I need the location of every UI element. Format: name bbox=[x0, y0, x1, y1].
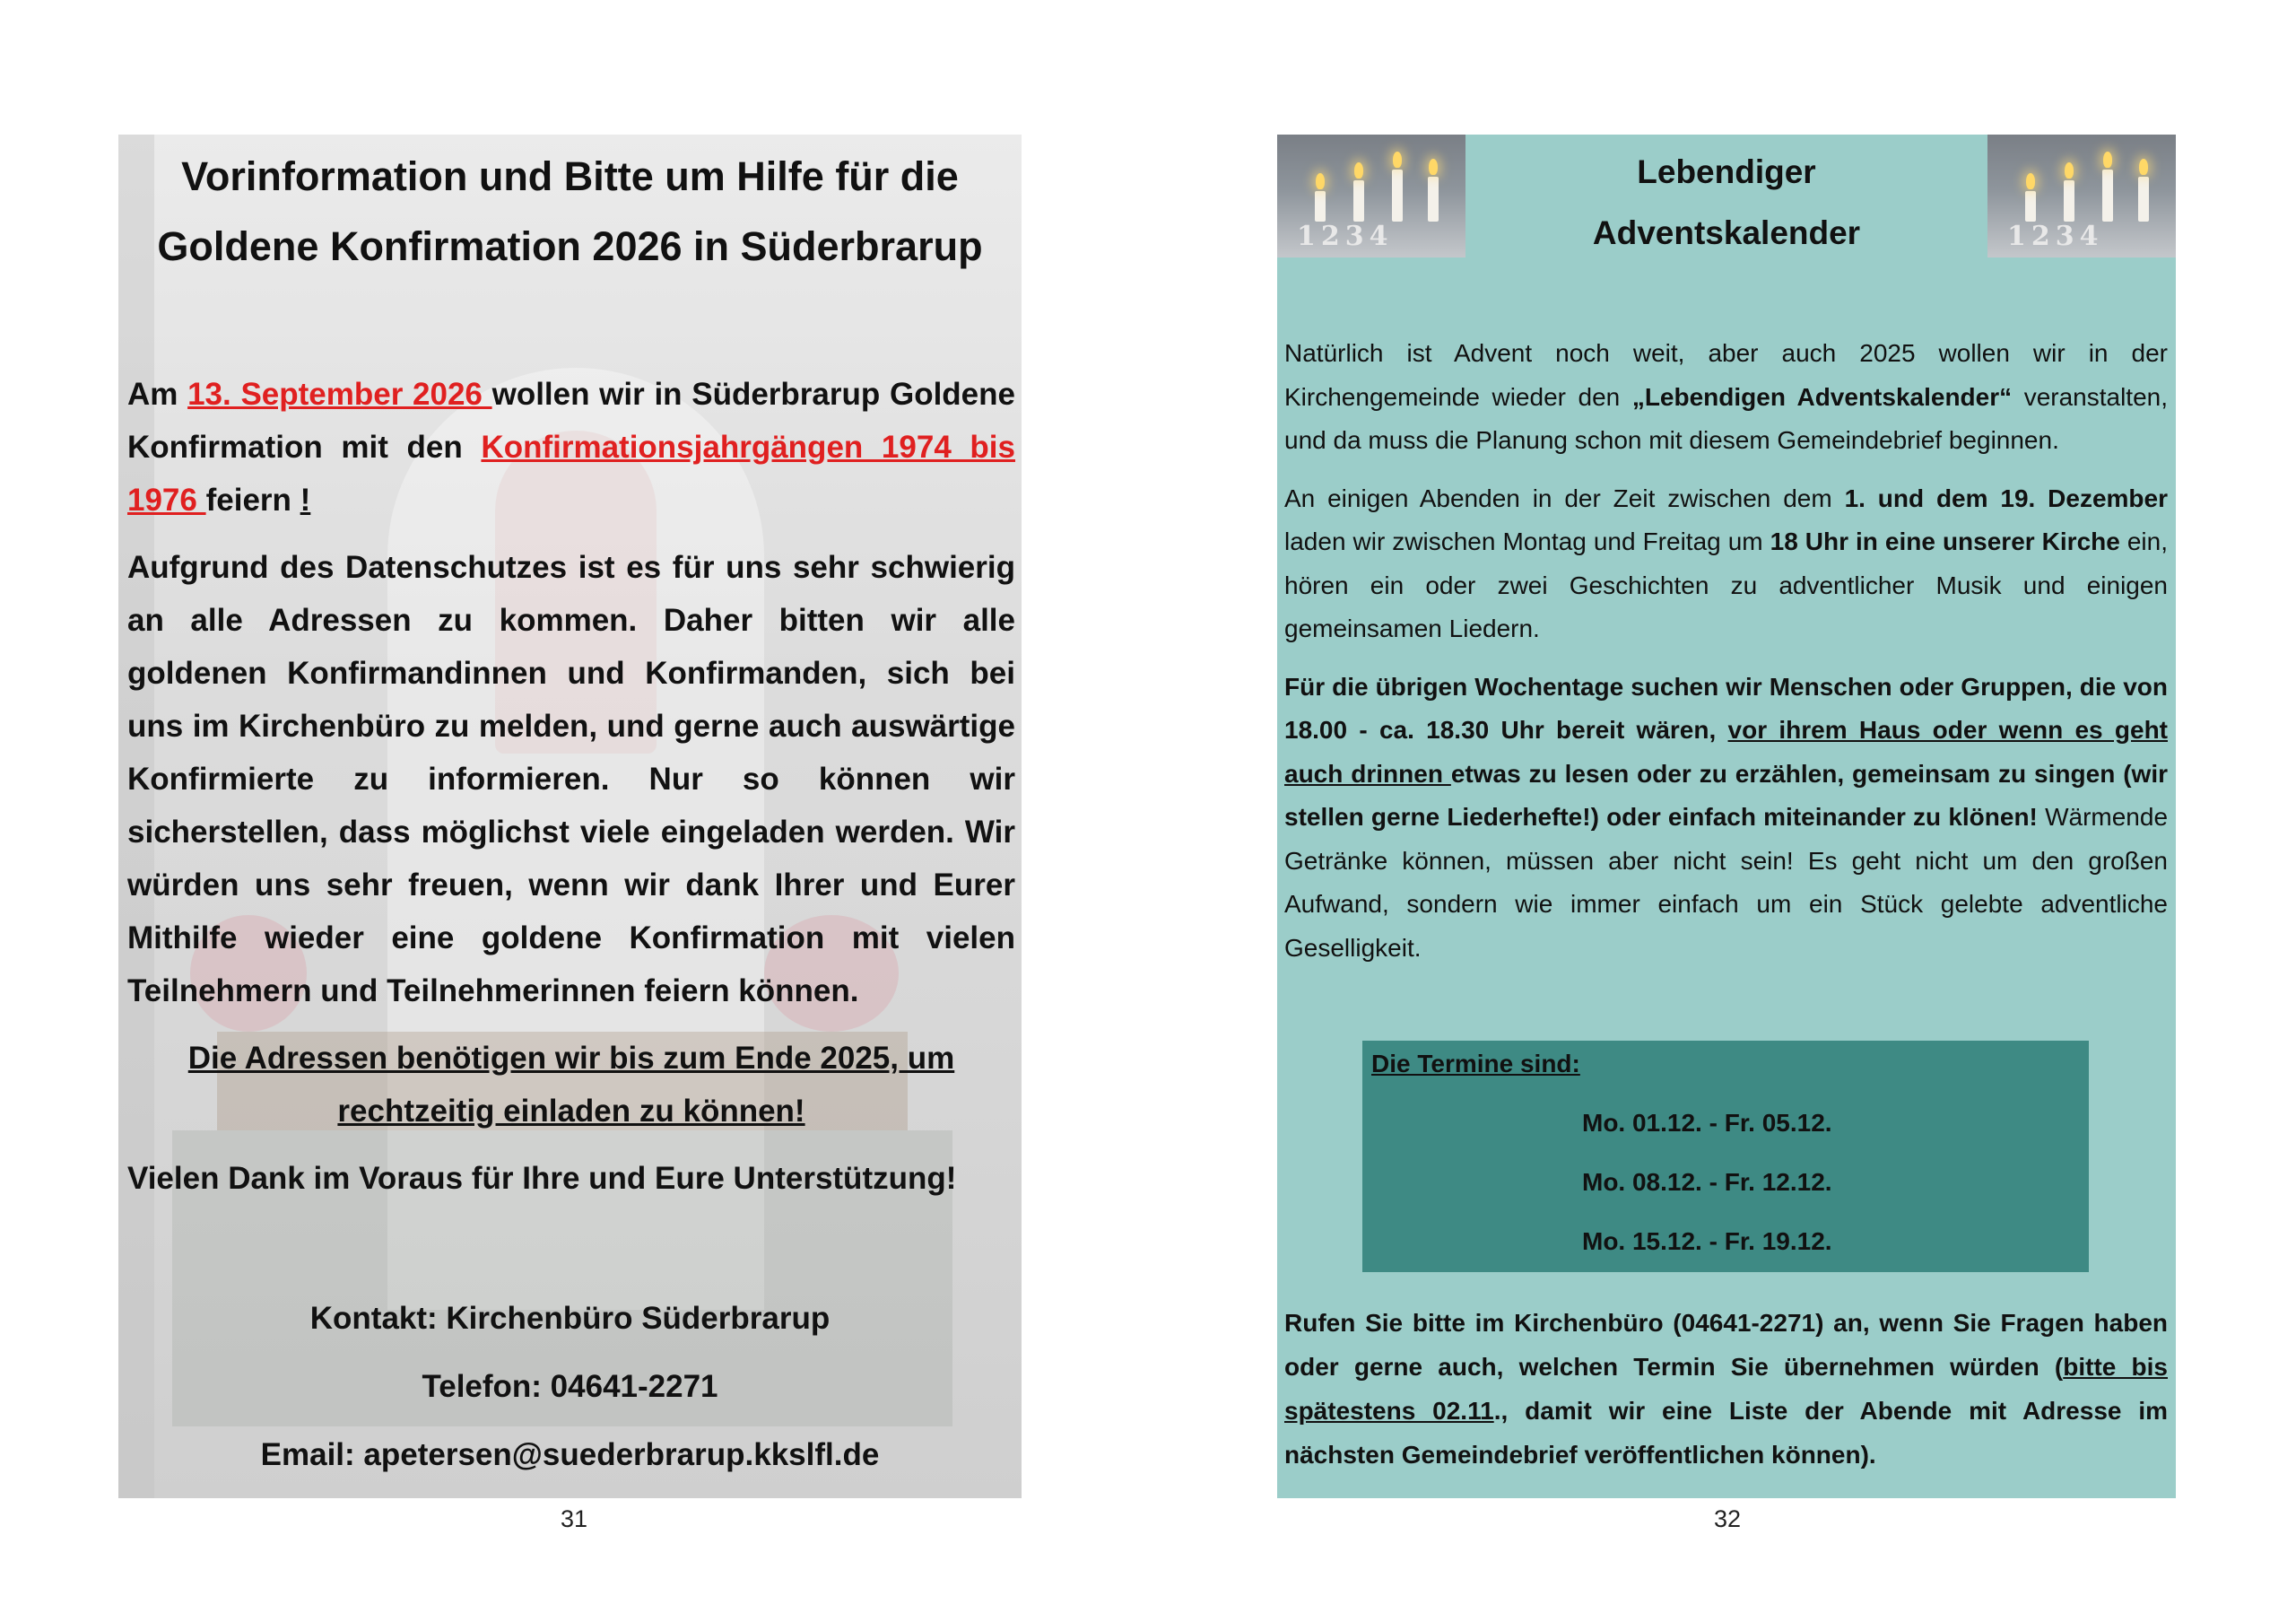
title-line: Adventskalender bbox=[1592, 214, 1861, 251]
paragraph-date bbox=[127, 368, 1015, 527]
text-bold: Für die übrigen Wochentage suchen wir Menschen oder Gruppen, die von 18.00 - ca. 18.30 Uhr bereit wären, bbox=[1284, 672, 2168, 744]
contact-phone: Telefon: 04641-2271 bbox=[422, 1369, 718, 1404]
text: Natürlich ist Advent noch weit, aber auch 2025 wollen wir in der Kirchengemeinde wieder den bbox=[1284, 339, 2168, 411]
text: laden wir zwischen Montag und Freitag um bbox=[1284, 528, 1770, 555]
contact-office: Kontakt: Kirchenbüro Süderbrarup bbox=[309, 1301, 831, 1336]
left-page-panel bbox=[118, 135, 1022, 1498]
text: ., damit wir eine Liste der Abende mit Adresse im nächsten Gemeindebrief veröffentlichen können). bbox=[1284, 1397, 2169, 1469]
title-line: Goldene Konfirmation 2026 in Süderbrarup bbox=[157, 223, 983, 269]
paragraph-data-protection: Aufgrund des Datenschutzes ist es für uns sehr schwierig an alle Adressen zu kommen. Daher bitten wir alle goldenen Konfirmandinnen und Konfirmanden, sich bei uns im Kirchenbüro zu melden, und gerne auch auswärtige Konfirmierte zu informieren. Nur so können wir sicherstellen, dass möglichst viele eingeladen werden. Wir würden uns sehr freuen, wenn wir dank Ihrer und Eurer Mithilfe wieder eine goldene Konfirmation mit vielen Teilnehmern und Teilnehmerinnen feiern können. bbox=[127, 550, 1015, 1008]
left-page-title bbox=[118, 142, 1022, 282]
title-line: Lebendiger bbox=[1637, 153, 1816, 190]
text: An einigen Abenden in der Zeit zwischen dem bbox=[1284, 484, 1845, 512]
right-page-title bbox=[1465, 142, 1987, 264]
text-bold-underline: vor ihrem Haus oder wenn es geht auch drinnen bbox=[1284, 716, 2168, 788]
text-bold: „Lebendigen Adventskalender“ bbox=[1631, 382, 2013, 411]
dates-box bbox=[1362, 1041, 2089, 1272]
date-range: Mo. 15.12. - Fr. 19.12. bbox=[1582, 1227, 1832, 1255]
confirmation-years: Konfirmationsjahrgängen 1974 bis 1976 bbox=[127, 430, 1015, 518]
paragraph-intro bbox=[1284, 332, 2168, 463]
paragraph-deadline: Die Adressen benötigen wir bis zum Ende 2025, um rechtzeitig einladen zu können! bbox=[187, 1041, 955, 1129]
text: Am bbox=[127, 377, 188, 412]
left-page-body bbox=[127, 368, 1015, 1219]
candle-numbers: 1234 bbox=[1297, 221, 1394, 252]
text: Rufen Sie bitte im Kirchenbüro (04641-2271) an, wenn Sie Fragen haben oder gerne auch, welchen Termin Sie übernehmen würden ( bbox=[1284, 1309, 2168, 1381]
paragraph-contact bbox=[1284, 1301, 2168, 1477]
text: feiern bbox=[205, 483, 300, 518]
advent-candles-image-left bbox=[1277, 135, 1465, 257]
text: veranstalten, und da muss die Planung schon mit diesem Gemeindebrief beginnen. bbox=[1284, 382, 2169, 454]
text-underline: bitte bis spätestens 02.11 bbox=[1284, 1353, 2168, 1425]
event-date: 13. September 2026 bbox=[187, 377, 492, 412]
text-bold: 18 Uhr in eine unserer Kirche bbox=[1770, 528, 2120, 555]
dates-heading: Die Termine sind: bbox=[1371, 1050, 1580, 1077]
contact-email: Email: apetersen@suederbrarup.kkslfl.de bbox=[260, 1437, 880, 1472]
text: wollen wir in Süderbrarup Goldene Konfirmation mit den bbox=[127, 377, 1015, 465]
paragraph-volunteers bbox=[1284, 666, 2168, 971]
text-bold: etwas zu lesen oder zu erzählen, gemeinsam zu singen (wir stellen gerne Liederhefte!) oder einfach miteinander zu klönen! bbox=[1284, 759, 2168, 831]
date-range: Mo. 01.12. - Fr. 05.12. bbox=[1582, 1109, 1832, 1137]
paragraph-evenings bbox=[1284, 477, 2168, 651]
paragraph-thanks: Vielen Dank im Voraus für Ihre und Eure Unterstützung! bbox=[127, 1161, 957, 1196]
page-number-left: 31 bbox=[560, 1505, 588, 1532]
advent-candles-image-right bbox=[1987, 135, 2176, 257]
text: ein, hören ein oder zwei Geschichten zu adventlicher Musik und einigen gemeinsamen Liedern. bbox=[1284, 528, 2168, 642]
text-bold: 1. und dem 19. Dezember bbox=[1844, 484, 2168, 512]
candle-numbers: 1234 bbox=[2007, 221, 2104, 252]
text: Wärmende Getränke können, müssen aber nicht sein! Es geht nicht um den großen Aufwand, sondern wie immer einfach um ein Stück gelebte adventliche Geselligkeit. bbox=[1284, 803, 2169, 962]
title-line: Vorinformation und Bitte um Hilfe für die bbox=[181, 153, 959, 199]
right-page-body bbox=[1284, 332, 2168, 984]
date-range: Mo. 08.12. - Fr. 12.12. bbox=[1582, 1168, 1832, 1196]
exclamation: ! bbox=[300, 483, 311, 518]
page-number-right: 32 bbox=[1713, 1505, 1742, 1532]
right-page-panel bbox=[1277, 135, 2176, 1498]
